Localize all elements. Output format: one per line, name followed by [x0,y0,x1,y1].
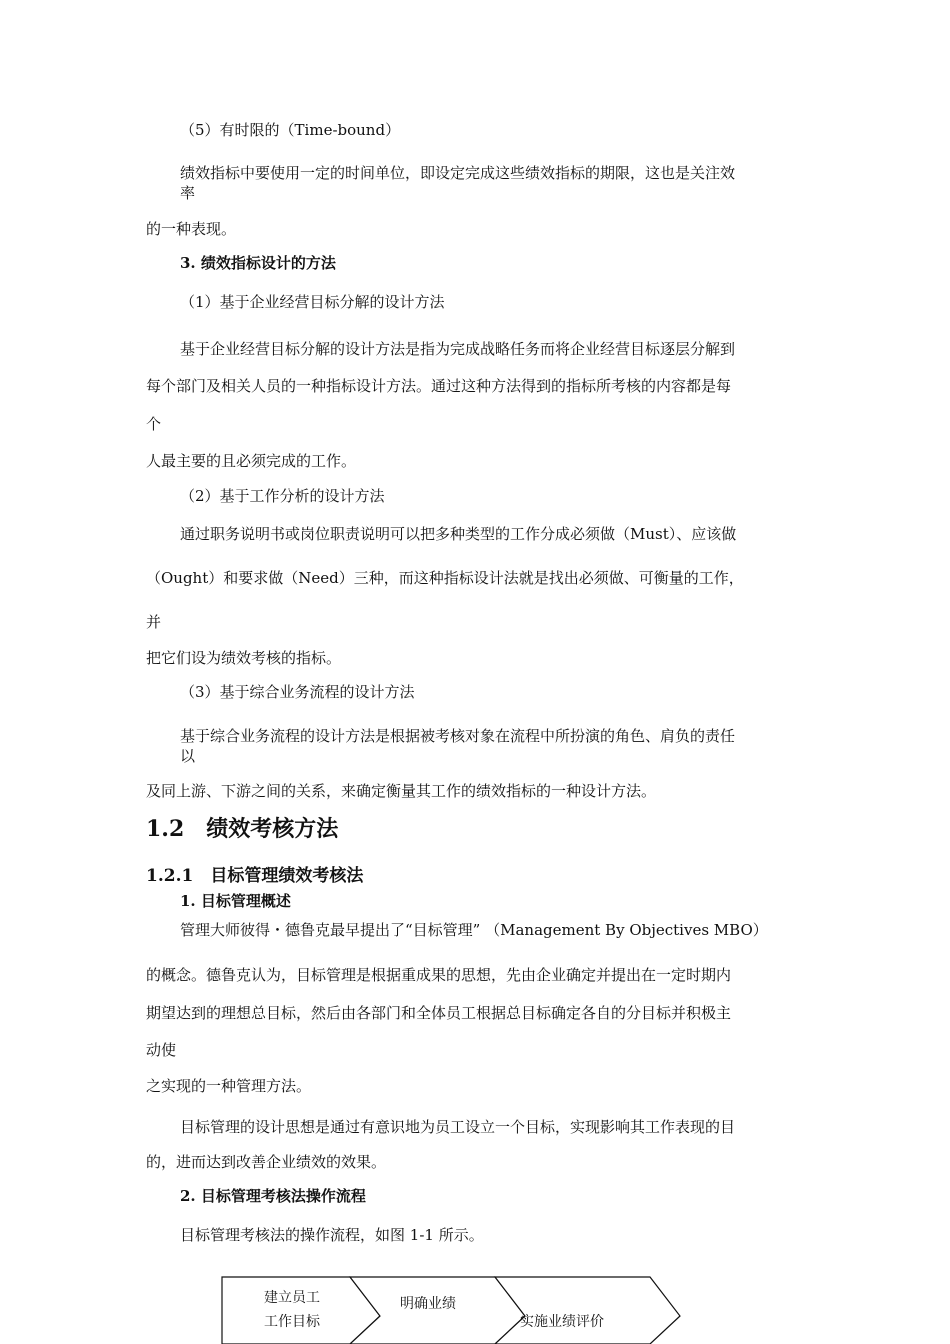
paragraph-line: 的概念。德鲁克认为，目标管理是根据重成果的思想，先由企业确定并提出在一定时期内 [146,966,732,984]
methods-heading: 3. 绩效指标设计的方法 [180,254,336,272]
paragraph-line: 目标管理的设计思想是通过有意识地为员工设立一个目标，实现影响其工作表现的目 [180,1118,736,1136]
paragraph-line: 每个部门及相关人员的一种指标设计方法。通过这种方法得到的指标所考核的内容都是每 [146,377,732,395]
paragraph-line: 基于综合业务流程的设计方法是根据被考核对象在流程中所扮演的角色、肩负的责任 [180,727,736,745]
method-2-title: （2）基于工作分析的设计方法 [180,487,385,505]
paragraph-line: 及同上游、下游之间的关系，来确定衡量其工作的绩效指标的一种设计方法。 [146,782,657,800]
section-1-2-heading: 1.2 绩效考核方法 [146,816,339,842]
paragraph-line: 目标管理考核法的操作流程，如图 1-1 所示。 [180,1226,484,1244]
paragraph-line: 把它们设为绩效考核的指标。 [146,649,342,667]
paragraph-line: 以 [180,747,196,765]
criterion-time-bound-heading: （5）有时限的（Time-bound） [180,121,401,139]
paragraph-line: 的一种表现。 [146,220,237,238]
paragraph-line: 绩效指标中要使用一定的时间单位，即设定完成这些绩效指标的期限，这也是关注效 [180,164,736,182]
paragraph-line: 基于企业经营目标分解的设计方法是指为完成战略任务而将企业经营目标逐层分解到 [180,340,736,358]
paragraph-line: 的，进而达到改善企业绩效的效果。 [146,1153,387,1171]
paragraph-line: 期望达到的理想总目标，然后由各部门和全体员工根据总目标确定各自的分目标并积极主 [146,1004,732,1022]
section-1-2-1-heading: 1.2.1 目标管理绩效考核法 [146,866,364,886]
method-1-title: （1）基于企业经营目标分解的设计方法 [180,293,445,311]
mbo-process-heading: 2. 目标管理考核法操作流程 [180,1187,366,1205]
paragraph-line: 之实现的一种管理方法。 [146,1077,312,1095]
paragraph-line: 率 [180,184,196,202]
paragraph-line: 人最主要的且必须完成的工作。 [146,452,357,470]
paragraph-line: 个 [146,415,162,433]
flow-step-3-label: 实施业绩评价 [520,1314,604,1330]
paragraph-line: （Ought）和要求做（Need）三种，而这种指标设计法就是找出必须做、可衡量的工作， [146,569,744,587]
paragraph-line: 管理大师彼得・德鲁克最早提出了“目标管理” （Management By Objectives MBO） [180,921,768,939]
method-3-title: （3）基于综合业务流程的设计方法 [180,683,415,701]
paragraph-line: 并 [146,613,162,631]
mbo-overview-heading: 1. 目标管理概述 [180,892,291,910]
flow-step-1-line-1: 建立员工 [264,1290,320,1306]
paragraph-line: 通过职务说明书或岗位职责说明可以把多种类型的工作分成必须做（Must）、应该做 [180,525,737,543]
paragraph-line: 动使 [146,1041,177,1059]
flow-step-2-label: 明确业绩 [400,1296,456,1312]
flow-step-1-line-2: 工作目标 [264,1314,320,1330]
